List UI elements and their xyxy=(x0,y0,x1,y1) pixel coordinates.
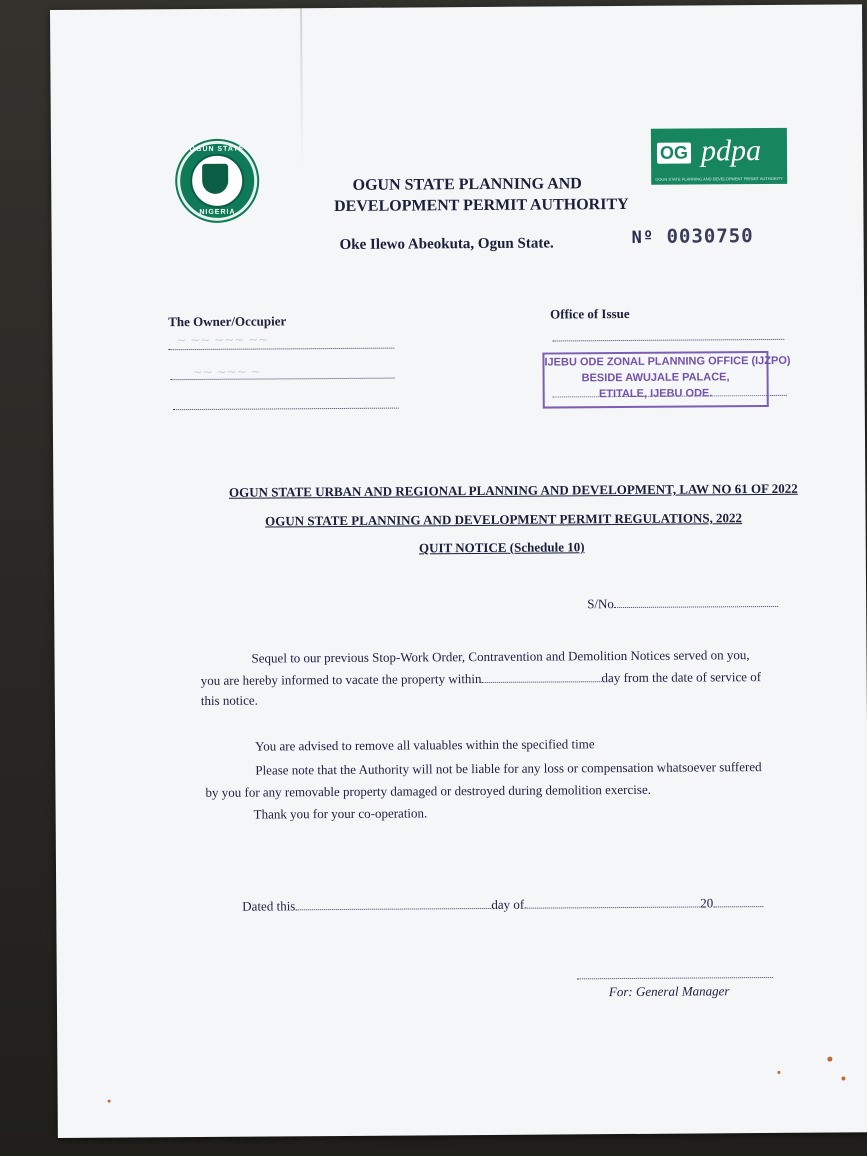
rust-spot xyxy=(108,1100,111,1103)
logo-pdpa: pdpa xyxy=(700,134,762,168)
day-of-label: day of xyxy=(491,896,525,912)
serial-number xyxy=(632,225,754,248)
paragraph-2: You are advised to remove all valuables within the specified time xyxy=(255,736,595,754)
office-of-issue-label: Office of Issue xyxy=(550,305,630,322)
sno-field xyxy=(587,593,778,614)
quit-notice-document xyxy=(50,4,867,1138)
paragraph-3-line-1: Please note that the Authority will not be liable for any loss or compensation whatsoever suffered xyxy=(255,759,762,778)
stamp-line-2: BESIDE AWUJALE PALACE, xyxy=(581,371,730,385)
office-line-1 xyxy=(552,339,784,342)
authority-address: Oke Ilewo Abeokuta, Ogun State. xyxy=(339,235,554,253)
regulations-heading: OGUN STATE PLANNING AND DEVELOPMENT PERMIT REGULATIONS, 2022 xyxy=(265,510,743,529)
seal-text-bottom: NIGERIA xyxy=(199,208,236,216)
authority-title-line2: DEVELOPMENT PERMIT AUTHORITY xyxy=(334,195,629,216)
rust-spot xyxy=(841,1076,845,1080)
paragraph-3-line-2: by you for any removable property damaged or destroyed during demolition exercise. xyxy=(205,781,651,800)
serial-value: 0030750 xyxy=(666,225,754,248)
sno-blank xyxy=(614,596,778,608)
vacate-text-after: day from the date of service of xyxy=(601,669,762,686)
handwriting-faint-2: ~~ ~~~ ~ xyxy=(192,364,261,380)
dated-line xyxy=(242,893,763,917)
quit-notice-heading: QUIT NOTICE (Schedule 10) xyxy=(418,539,585,556)
paragraph-1-line-3: this notice. xyxy=(200,692,258,708)
paragraph-1-line-2 xyxy=(201,667,821,691)
year-prefix: 20 xyxy=(700,895,714,911)
seal-text-top: OGUN STATE xyxy=(189,145,245,154)
signatory-label: For: General Manager xyxy=(608,983,730,1000)
paragraph-1-line-1: Sequel to our previous Stop-Work Order, Contravention and Demolition Notices served on you, xyxy=(251,647,750,666)
rust-spot xyxy=(827,1057,832,1062)
office-stamp xyxy=(542,351,791,409)
seal-shield xyxy=(202,164,228,194)
days-blank xyxy=(481,671,601,683)
stamp-line-3: ETITALE, IJEBU ODE. xyxy=(598,387,713,401)
year-blank xyxy=(713,896,763,907)
logo-og: OG xyxy=(657,143,691,164)
ogun-state-seal-icon xyxy=(177,141,258,222)
logo-tagline: OGUN STATE PLANNING AND DEVELOPMENT PERMIT AUTHORITY xyxy=(655,175,783,182)
signature-line xyxy=(577,977,773,979)
paragraph-4: Thank you for your co-operation. xyxy=(253,805,428,822)
sno-label: S/No xyxy=(587,596,614,612)
ogpdpa-logo xyxy=(651,128,787,185)
rust-spot xyxy=(777,1071,780,1074)
authority-title-line1: OGUN STATE PLANNING AND xyxy=(352,175,582,194)
month-blank xyxy=(524,896,700,908)
stamp-line-1: IJEBU ODE ZONAL PLANNING OFFICE (IJZPO) xyxy=(544,354,791,369)
owner-occupier-label: The Owner/Occupier xyxy=(168,313,287,330)
owner-line-3 xyxy=(173,408,399,411)
owner-line-1 xyxy=(168,348,394,351)
dated-label: Dated this xyxy=(242,898,296,914)
vacate-text-before: you are hereby informed to vacate the property within xyxy=(200,671,482,688)
handwriting-faint-1: ~ ~~ ~~~ ~~ xyxy=(176,332,269,348)
serial-prefix: Nº xyxy=(631,227,655,248)
law-heading: OGUN STATE URBAN AND REGIONAL PLANNING AND DEVELOPMENT, LAW NO 61 OF 2022 xyxy=(228,480,798,500)
dated-blank xyxy=(295,898,491,910)
